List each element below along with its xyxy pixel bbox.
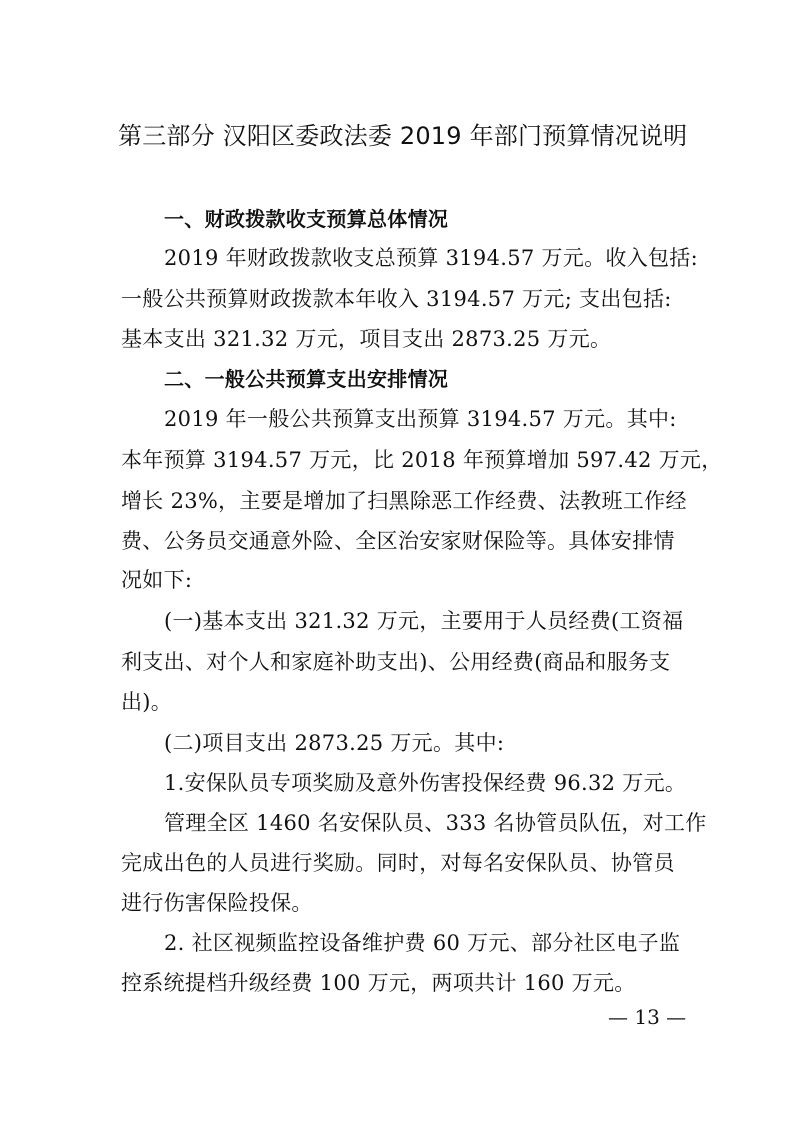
text-line: 利支出、对个人和家庭补助支出)、公用经费(商品和服务支 <box>121 650 671 674</box>
section-heading-general-budget: 二、一般公共预算支出安排情况 <box>164 367 449 391</box>
text-line: 况如下: <box>121 568 193 592</box>
text-line: (一)基本支出 321.32 万元，主要用于人员经费(工资福 <box>164 609 684 633</box>
text-line: 基本支出 321.32 万元，项目支出 2873.25 万元。 <box>121 327 612 351</box>
text-line: 管理全区 1460 名安保队员、333 名协管员队伍，对工作 <box>164 811 707 835</box>
text-line: 一般公共预算财政拨款本年收入 3194.57 万元; 支出包括: <box>121 287 672 311</box>
text-line: 增长 23%，主要是增加了扫黑除恶工作经费、法教班工作经 <box>121 489 687 513</box>
text-line: 1.安保队员专项奖励及意外伤害投保经费 96.32 万元。 <box>164 771 687 795</box>
text-line: 2. 社区视频监控设备维护费 60 万元、部分社区电子监 <box>164 931 681 955</box>
page-title: 第三部分 汉阳区委政法委 2019 年部门预算情况说明 <box>118 122 688 150</box>
text-line: 出)。 <box>121 690 173 714</box>
text-line: (二)项目支出 2873.25 万元。其中: <box>164 731 505 755</box>
text-line: 费、公务员交通意外险、全区治安家财保险等。具体安排情 <box>121 529 675 553</box>
text-line: 2019 年一般公共预算支出预算 3194.57 万元。其中: <box>164 407 677 431</box>
text-line: 本年预算 3194.57 万元，比 2018 年预算增加 597.42 万元， <box>121 448 723 472</box>
text-line: 完成出色的人员进行奖励。同时，对每名安保队员、协管员 <box>121 851 675 875</box>
text-line: 2019 年财政拨款收支总预算 3194.57 万元。收入包括: <box>164 246 698 270</box>
text-line: 控系统提档升级经费 100 万元，两项共计 160 万元。 <box>121 971 636 995</box>
section-heading-fiscal-overview: 一、财政拨款收支预算总体情况 <box>164 207 449 231</box>
page-number: — 13 — <box>608 1005 687 1029</box>
text-line: 进行伤害保险投保。 <box>121 891 313 915</box>
